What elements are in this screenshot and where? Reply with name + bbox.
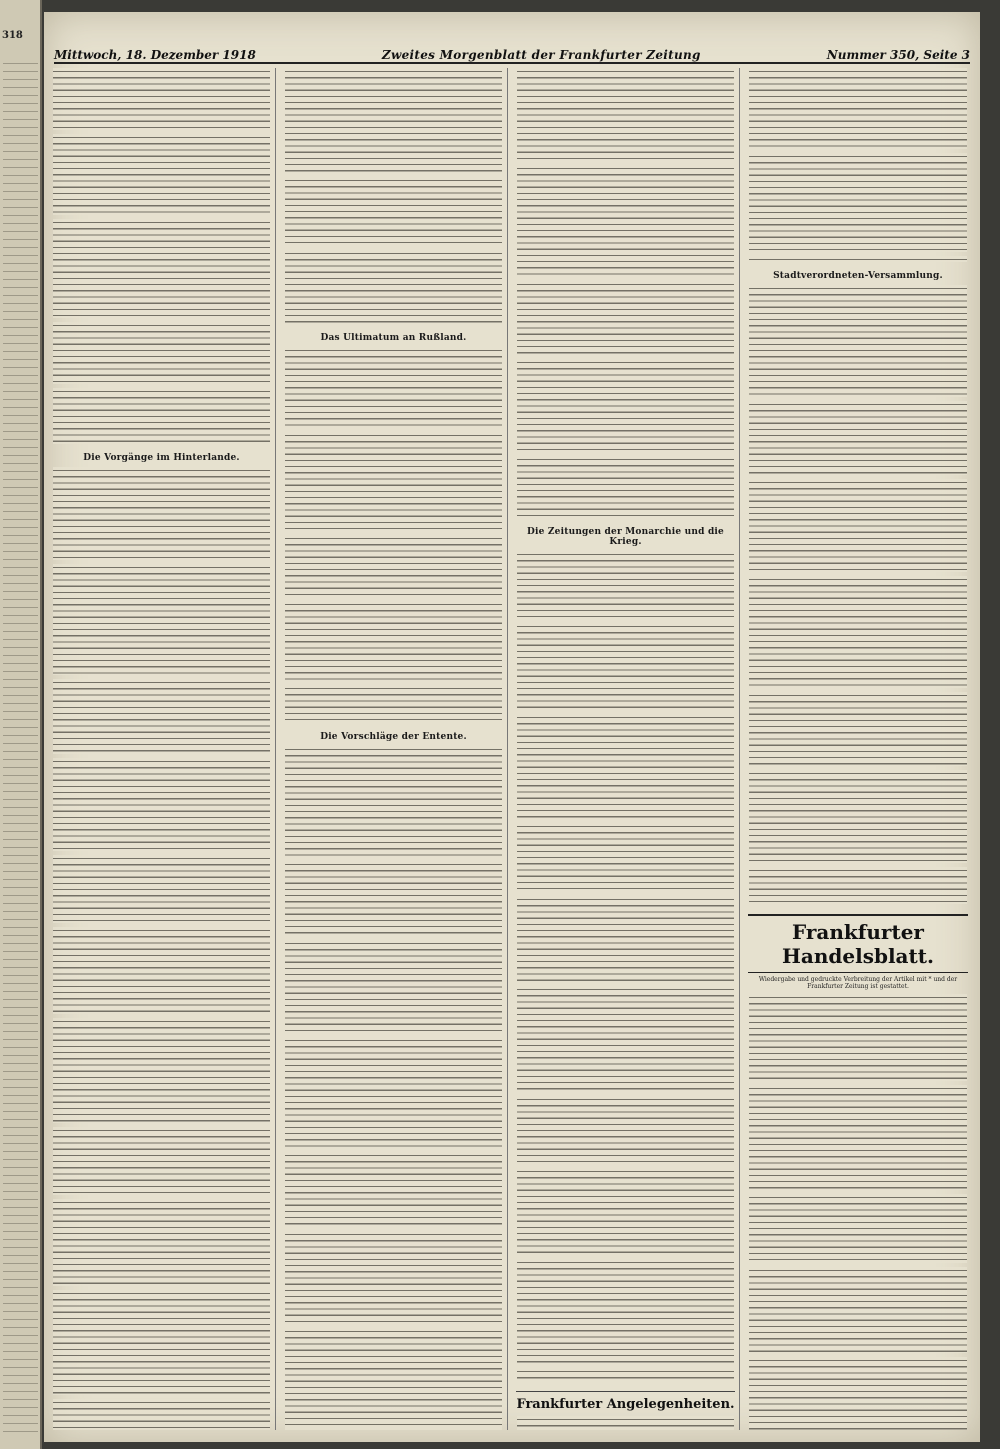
article-paragraph [517, 68, 734, 161]
column-3 [516, 68, 740, 1430]
page-header [54, 40, 970, 64]
article-paragraph [517, 986, 734, 1091]
article-paragraph [749, 1085, 967, 1190]
article-paragraph [517, 623, 734, 710]
article-paragraph [749, 1194, 967, 1262]
article-paragraph [517, 1096, 734, 1164]
article-paragraph [285, 1231, 502, 1324]
article-paragraph [285, 746, 502, 858]
article-paragraph [285, 177, 502, 245]
article-paragraph [749, 867, 967, 904]
article-paragraph [285, 685, 502, 722]
article-paragraph [517, 165, 734, 277]
article-paragraph [285, 1328, 502, 1431]
previous-page-gutter [0, 0, 42, 1449]
article-paragraph [53, 1018, 270, 1123]
article-paragraph [517, 281, 734, 355]
article-paragraph [749, 68, 967, 149]
article-paragraph [517, 1368, 734, 1380]
article-paragraph [749, 1267, 967, 1354]
section-subline: Wiedergabe und gedruckte Verbreitung der Artikel mit * und der Frankfurter Zeitung ist gestattet. [758, 976, 958, 991]
header-title: Zweites Morgenblatt der Frankfurter Zeitung [381, 48, 701, 62]
section-heading: Das Ultimatum an Rußland. [320, 332, 467, 343]
article-paragraph [53, 134, 270, 215]
header-date: Mittwoch, 18. Dezember 1918 [54, 48, 256, 62]
article-paragraph [517, 359, 734, 452]
article-paragraph [285, 940, 502, 1033]
newspaper-page [44, 12, 980, 1442]
previous-page-text-edge [3, 58, 38, 1439]
article-paragraph [285, 347, 502, 428]
article-paragraph [517, 551, 734, 619]
section-heading: Stadtverordneten-Versammlung. [773, 270, 943, 281]
article-paragraph [285, 1037, 502, 1149]
article-paragraph [53, 1199, 270, 1286]
previous-page-number: 318 [2, 30, 23, 41]
column-4 [748, 68, 972, 1430]
article-paragraph [517, 1259, 734, 1364]
article-paragraph [53, 1290, 270, 1395]
article-paragraph [285, 861, 502, 935]
text-columns [52, 68, 972, 1430]
article-paragraph [53, 679, 270, 753]
article-paragraph [285, 250, 502, 324]
section-heading: Die Vorschläge der Entente. [320, 731, 467, 742]
section-heading: Frankfurter Angelegenheiten. [516, 1391, 735, 1412]
article-paragraph [53, 855, 270, 923]
article-paragraph [285, 68, 502, 173]
section-masthead: Frankfurter Handelsblatt. [748, 914, 968, 973]
article-paragraph [749, 256, 967, 262]
article-paragraph [749, 285, 967, 397]
article-paragraph [749, 994, 967, 1081]
article-paragraph [517, 456, 734, 518]
article-paragraph [53, 1127, 270, 1195]
article-paragraph [749, 576, 967, 688]
article-paragraph [53, 219, 270, 318]
article-paragraph [285, 1152, 502, 1226]
article-paragraph [749, 401, 967, 475]
column-2 [284, 68, 508, 1430]
article-paragraph [53, 1399, 270, 1430]
article-paragraph [517, 896, 734, 983]
section-heading: Die Zeitungen der Monarchie und die Krieg. [527, 526, 724, 547]
article-paragraph [517, 1416, 734, 1431]
article-paragraph [53, 927, 270, 1014]
article-paragraph [749, 1357, 967, 1430]
article-paragraph [749, 692, 967, 766]
article-paragraph [53, 467, 270, 560]
header-number: Nummer 350, Seite 3 [826, 48, 970, 62]
article-paragraph [749, 770, 967, 863]
article-paragraph [517, 823, 734, 891]
article-paragraph [53, 564, 270, 676]
article-paragraph [749, 153, 967, 252]
article-paragraph [517, 714, 734, 819]
column-1 [52, 68, 276, 1430]
article-paragraph [517, 1168, 734, 1255]
section-heading: Die Vorgänge im Hinterlande. [83, 452, 240, 463]
article-paragraph [285, 432, 502, 531]
article-paragraph [285, 535, 502, 597]
article-paragraph [53, 758, 270, 851]
article-paragraph [53, 388, 270, 444]
article-paragraph [285, 601, 502, 682]
article-paragraph [53, 322, 270, 384]
article-paragraph [53, 68, 270, 130]
article-paragraph [749, 479, 967, 572]
